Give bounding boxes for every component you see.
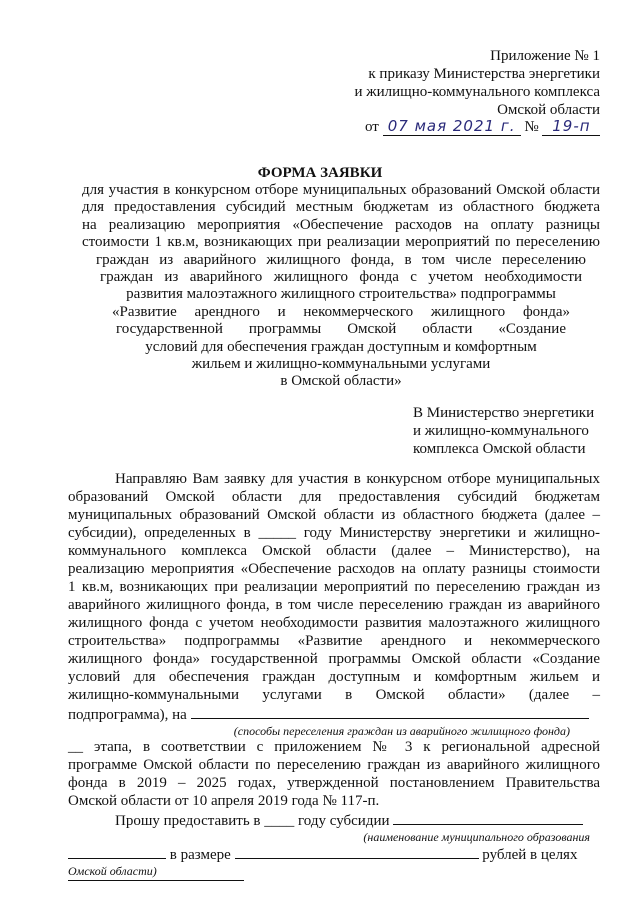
body-line: муниципальных образований Омской области из областного бюджета (далее –	[68, 507, 600, 523]
subtitle-line: в Омской области»	[280, 373, 402, 390]
amount-row	[68, 844, 600, 864]
body-line: субсидии), определенных в _____ году Министерству энергетики и жилищно-	[68, 525, 600, 541]
body-line: жилищно-коммунальными услугами в Омской области» (далее –	[68, 687, 600, 703]
form-subtitle	[82, 182, 600, 391]
subtitle-line: стоимости 1 кв.м, возникающих при реализации мероприятий по переселению	[82, 234, 600, 251]
body-text: подпрограмма), на	[68, 707, 187, 723]
subtitle-line: развития малоэтажного жилищного строительства» подпрограммы	[126, 286, 556, 303]
body-line: фонда в 2019 – 2025 годах, утвержденной постановлением Правительства	[68, 775, 600, 791]
rub-label: рублей в целях	[482, 847, 578, 863]
resettlement-method-field[interactable]	[191, 704, 589, 719]
body-line: строительства» подпрограммы «Развитие арендного и некоммерческого	[68, 633, 600, 649]
subtitle-line: «Развитие арендного и некоммерческого жилищного фонда»	[112, 303, 570, 320]
subtitle-line: на реализацию мероприятия «Обеспечение расходов на оплату разницы	[82, 216, 600, 233]
municipality-field-continued[interactable]	[68, 844, 166, 859]
request-text: Прошу предоставить в ____ году субсидии	[115, 813, 390, 829]
body-line: 1 кв.м, возникающих при реализации мероприятий по переселению граждан из	[68, 579, 600, 595]
hint-region: Омской области)	[68, 864, 157, 878]
handwritten-number: 19-п	[542, 117, 600, 136]
hint-municipality: (наименование муниципального образования	[363, 830, 590, 844]
body-line: условий для обеспечения граждан доступным и комфортным жильем и	[68, 669, 600, 685]
subtitle-line: для участия в конкурсном отборе муниципальных образований Омской области	[82, 182, 600, 198]
appendix-number: Приложение № 1	[490, 48, 600, 64]
addressee-line: комплекса Омской области	[413, 441, 586, 457]
body-line: коммунального комплекса Омской области (далее – Министерство), на	[68, 543, 600, 559]
subtitle-line: условий для обеспечения граждан доступным и комфортным	[145, 338, 537, 355]
addressee-block	[413, 404, 594, 458]
body-line: аварийного жилищного фонда, в том числе переселению граждан из аварийного	[68, 597, 600, 613]
footnote-divider	[68, 880, 244, 881]
request-paragraph	[68, 470, 600, 878]
number-label: №	[524, 119, 539, 135]
body-line: __ этапа, в соответствии с приложением № 3 к региональной адресной	[68, 739, 600, 755]
body-line-last	[68, 704, 600, 724]
subtitle-line: жильем и жилищно-коммунальными услугами	[191, 356, 491, 373]
addressee-line: и жилищно-коммунального	[413, 423, 589, 439]
subtitle-line: граждан из аварийного жилищного фонда с учетом необходимости	[100, 269, 582, 286]
municipality-field[interactable]	[393, 810, 583, 825]
amount-label: в размере	[169, 847, 231, 863]
body-line: Направляю Вам заявку для участия в конкурсном отборе муниципальных	[115, 471, 600, 487]
from-label: от	[365, 119, 379, 135]
addressee-line: В Министерство энергетики	[413, 405, 595, 421]
body-line: Омской области от 10 апреля 2019 года № 117-п.	[68, 793, 380, 809]
body-line: жилищного фонда с учетом необходимости развития малоэтажного жилищного	[68, 615, 600, 631]
body-line: образований Омской области для предоставления субсидий бюджетам	[68, 489, 600, 505]
date-row	[365, 117, 600, 136]
subtitle-line: граждан из аварийного жилищного фонда, в том числе переселению	[96, 251, 586, 268]
request-row	[68, 810, 600, 830]
form-title: ФОРМА ЗАЯВКИ	[257, 165, 383, 181]
amount-field[interactable]	[235, 844, 479, 859]
body-line: реализацию мероприятия «Обеспечение расходов на оплату разницы стоимости	[68, 561, 600, 577]
region-line: Омской области	[497, 102, 600, 118]
body-line: жилищного фонда» государственной программы Омской области «Создание	[68, 651, 600, 667]
ministry-line: и жилищно-коммунального комплекса	[354, 84, 600, 100]
order-line: к приказу Министерства энергетики	[368, 66, 600, 82]
handwritten-date: 07 мая 2021 г.	[383, 117, 521, 136]
subtitle-line: для предоставления субсидий местным бюджетам из областного бюджета	[82, 199, 600, 216]
subtitle-line: государственной программы Омской области «Создание	[116, 321, 566, 338]
body-line: программе Омской области по переселению граждан из аварийного жилищного	[68, 757, 600, 773]
hint-resettlement: (способы переселения граждан из аварийного жилищного фонда)	[233, 724, 570, 738]
